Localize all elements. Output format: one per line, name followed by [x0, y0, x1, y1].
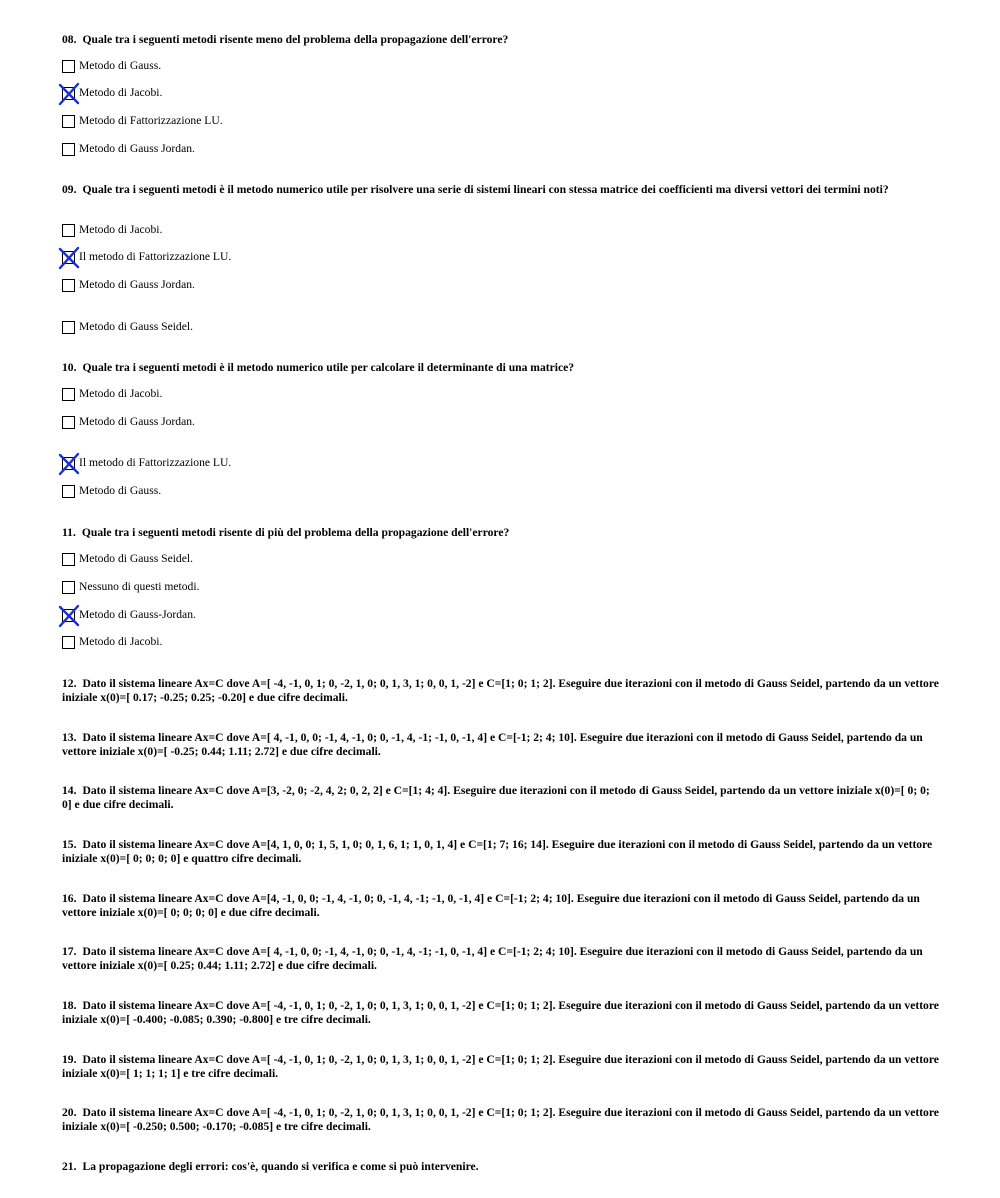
question-number: 18. — [62, 999, 77, 1012]
answer-option[interactable] — [62, 277, 195, 293]
question-13 — [62, 731, 942, 758]
question-number: 09. — [62, 183, 77, 196]
question-text: Dato il sistema lineare Ax=C dove A=[ -4, -1, 0, 1; 0, -2, 1, 0; 0, 1, 3, 1; 0, 0, 1, -2] e C=[1; 0; 1; 2]. Eseguire due iterazioni con il metodo di Gauss Seidel, partendo da un vettore iniziale x(0)=[ 1; 1; 1; 1] e tre cifre decimali. — [62, 1053, 939, 1080]
option-label: Il metodo di Fattorizzazione LU. — [79, 250, 232, 263]
option-label: Metodo di Gauss. — [79, 59, 162, 72]
question-text: Dato il sistema lineare Ax=C dove A=[ -4, -1, 0, 1; 0, -2, 1, 0; 0, 1, 3, 1; 0, 0, 1, -2] e C=[1; 0; 1; 2]. Eseguire due iterazioni con il metodo di Gauss Seidel, partendo da un vettore iniziale x(0)=[ 0.17; -0.25; 0.25; -0.20] e due cifre decimali. — [62, 677, 939, 704]
question-text: Dato il sistema lineare Ax=C dove A=[4, -1, 0, 0; -1, 4, -1, 0; 0, -1, 4, -1; -1, 0, -1, 4] e C=[-1; 2; 4; 10]. Eseguire due iterazioni con il metodo di Gauss Seidel, partendo da un vettore iniziale x(0)=[ 0; 0; 0; 0] e due cifre decimali. — [62, 892, 920, 919]
question-12 — [62, 677, 942, 704]
question-number: 08. — [62, 33, 77, 46]
question-number: 19. — [62, 1053, 77, 1066]
question-19 — [62, 1053, 942, 1080]
question-text: Dato il sistema lineare Ax=C dove A=[3, -2, 0; -2, 4, 2; 0, 2, 2] e C=[1; 4; 4]. Eseguire due iterazioni con il metodo di Gauss Seidel, partendo da un vettore iniziale x(0)=[ 0; 0; 0] e due cifre decimali. — [62, 784, 930, 811]
option-label: Il metodo di Fattorizzazione LU. — [79, 456, 232, 469]
answer-option[interactable] — [62, 386, 162, 402]
question-number: 11. — [62, 526, 76, 539]
answer-checkbox[interactable] — [62, 416, 75, 429]
checked-x-icon — [58, 247, 80, 269]
question-text: Dato il sistema lineare Ax=C dove A=[ 4, -1, 0, 0; -1, 4, -1, 0; 0, -1, 4, -1; -1, 0, -1, 4] e C=[-1; 2; 4; 10]. Eseguire due iterazioni con il metodo di Gauss Seidel, partendo da un vettore iniziale x(0)=[ 0.25; 0.44; 1.11; 2.72] e due cifre decimali. — [62, 945, 923, 972]
question-number: 16. — [62, 892, 77, 905]
answer-option[interactable] — [62, 319, 193, 335]
answer-checkbox[interactable] — [62, 60, 75, 73]
answer-option[interactable] — [62, 222, 162, 238]
question-20 — [62, 1106, 942, 1133]
answer-checkbox[interactable] — [62, 581, 75, 594]
answer-checkbox[interactable] — [62, 609, 75, 622]
question-18 — [62, 999, 942, 1026]
answer-checkbox[interactable] — [62, 143, 75, 156]
option-label: Nessuno di questi metodi. — [79, 580, 200, 593]
answer-checkbox[interactable] — [62, 457, 75, 470]
option-label: Metodo di Jacobi. — [79, 86, 163, 99]
question-21 — [62, 1160, 942, 1174]
option-label: Metodo di Jacobi. — [79, 387, 163, 400]
question-text: Dato il sistema lineare Ax=C dove A=[ 4, -1, 0, 0; -1, 4, -1, 0; 0, -1, 4, -1; -1, 0, -1, 4] e C=[-1; 2; 4; 10]. Eseguire due iterazioni con il metodo di Gauss Seidel, partendo da un vettore iniziale x(0)=[ -0.25; 0.44; 1.11; 2.72] e due cifre decimali. — [62, 731, 923, 758]
question-number: 17. — [62, 945, 77, 958]
answer-checkbox[interactable] — [62, 251, 75, 264]
option-label: Metodo di Gauss-Jordan. — [79, 608, 196, 621]
question-number: 13. — [62, 731, 77, 744]
question-text: Quale tra i seguenti metodi risente di più del problema della propagazione dell'errore? — [81, 526, 510, 539]
question-number: 20. — [62, 1106, 77, 1119]
answer-option[interactable] — [62, 634, 162, 650]
answer-checkbox[interactable] — [62, 321, 75, 334]
answer-option[interactable] — [62, 85, 162, 101]
answer-checkbox[interactable] — [62, 279, 75, 292]
option-label: Metodo di Gauss Jordan. — [79, 278, 195, 291]
answer-checkbox[interactable] — [62, 636, 75, 649]
answer-option[interactable] — [62, 249, 231, 265]
answer-option[interactable] — [62, 455, 231, 471]
checked-x-icon — [58, 83, 80, 105]
answer-checkbox[interactable] — [62, 388, 75, 401]
answer-option[interactable] — [62, 58, 161, 74]
question-text: Dato il sistema lineare Ax=C dove A=[4, 1, 0, 0; 1, 5, 1, 0; 0, 1, 6, 1; 1, 0, 1, 4] e C=[1; 7; 16; 14]. Eseguire due iterazioni con il metodo di Gauss Seidel, partendo da un vettore iniziale x(0)=[ 0; 0; 0; 0] e quattro cifre decimali. — [62, 838, 933, 865]
answer-option[interactable] — [62, 113, 223, 129]
option-label: Metodo di Gauss Seidel. — [79, 320, 193, 333]
question-15 — [62, 838, 942, 865]
checked-x-icon — [58, 605, 80, 627]
question-number: 14. — [62, 784, 77, 797]
answer-checkbox[interactable] — [62, 224, 75, 237]
option-label: Metodo di Jacobi. — [79, 635, 163, 648]
answer-option[interactable] — [62, 414, 195, 430]
question-text: Quale tra i seguenti metodi è il metodo numerico utile per risolvere una serie di sistemi lineari con stessa matrice dei coefficienti ma diversi vettori dei termini noti? — [82, 183, 889, 196]
answer-checkbox[interactable] — [62, 115, 75, 128]
answer-checkbox[interactable] — [62, 485, 75, 498]
question-text: Quale tra i seguenti metodi risente meno del problema della propagazione dell'errore? — [82, 33, 509, 46]
answer-checkbox[interactable] — [62, 553, 75, 566]
question-number: 15. — [62, 838, 77, 851]
question-09 — [62, 183, 942, 197]
answer-option[interactable] — [62, 579, 199, 595]
option-label: Metodo di Gauss. — [79, 484, 162, 497]
question-text: La propagazione degli errori: cos'è, quando si verifica e come si può intervenire. — [82, 1160, 479, 1173]
option-label: Metodo di Fattorizzazione LU. — [79, 114, 223, 127]
answer-option[interactable] — [62, 551, 193, 567]
question-number: 10. — [62, 361, 77, 374]
question-number: 12. — [62, 677, 77, 690]
answer-checkbox[interactable] — [62, 87, 75, 100]
answer-option[interactable] — [62, 483, 161, 499]
question-number: 21. — [62, 1160, 77, 1173]
question-text: Dato il sistema lineare Ax=C dove A=[ -4, -1, 0, 1; 0, -2, 1, 0; 0, 1, 3, 1; 0, 0, 1, -2] e C=[1; 0; 1; 2]. Eseguire due iterazioni con il metodo di Gauss Seidel, partendo da un vettore iniziale x(0)=[ -0.250; 0.500; -0.170; -0.085] e tre cifre decimali. — [62, 1106, 939, 1133]
question-16 — [62, 892, 942, 919]
question-11 — [62, 526, 942, 540]
question-08 — [62, 33, 942, 47]
question-text: Quale tra i seguenti metodi è il metodo numerico utile per calcolare il determinante di una matrice? — [82, 361, 575, 374]
option-label: Metodo di Gauss Jordan. — [79, 415, 195, 428]
question-17 — [62, 945, 942, 972]
answer-option[interactable] — [62, 607, 196, 623]
checked-x-icon — [58, 453, 80, 475]
option-label: Metodo di Gauss Jordan. — [79, 142, 195, 155]
option-label: Metodo di Gauss Seidel. — [79, 552, 193, 565]
question-text: Dato il sistema lineare Ax=C dove A=[ -4, -1, 0, 1; 0, -2, 1, 0; 0, 1, 3, 1; 0, 0, 1, -2] e C=[1; 0; 1; 2]. Eseguire due iterazioni con il metodo di Gauss Seidel, partendo da un vettore iniziale x(0)=[ -0.400; -0.085; 0.390; -0.800] e tre cifre decimali. — [62, 999, 939, 1026]
option-label: Metodo di Jacobi. — [79, 223, 163, 236]
question-14 — [62, 784, 942, 811]
question-10 — [62, 361, 942, 375]
answer-option[interactable] — [62, 141, 195, 157]
